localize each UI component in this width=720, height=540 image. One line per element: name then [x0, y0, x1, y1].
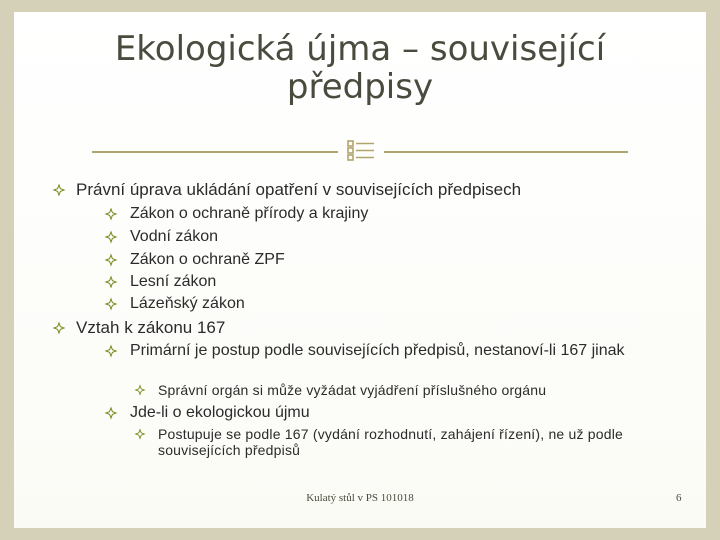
diamond-bullet-icon: [104, 344, 118, 358]
bullet-text: Lázeňský zákon: [130, 295, 245, 312]
bullet-spravni-organ: [134, 382, 694, 398]
bullet-vztah-k-zakonu: [52, 318, 692, 338]
bullet-primarni-postup: [104, 342, 664, 360]
bullet-vodni-zakon: [104, 228, 684, 246]
slide-title: Ekologická újma – související předpisy: [114, 29, 606, 107]
bullet-text: Primární je postup podle souvisejících předpisů, nestanoví-li 167 jinak: [130, 342, 625, 359]
bullet-text: Jde-li o ekologickou újmu: [130, 404, 310, 421]
bullet-lazensky-zakon: [104, 295, 684, 313]
bullet-text: Správní orgán si může vyžádat vyjádření příslušného orgánu: [158, 382, 547, 398]
bullet-text: Zákon o ochraně ZPF: [130, 251, 285, 268]
diamond-bullet-icon: [104, 253, 118, 267]
bullet-text: Lesní zákon: [130, 273, 217, 290]
diamond-bullet-icon: [104, 275, 118, 289]
diamond-bullet-icon: [104, 406, 118, 420]
footer-text: Kulatý stůl v PS 101018: [306, 492, 414, 504]
bullet-text: Postupuje se podle 167 (vydání rozhodnutí, zahájení řízení), ne už podle souvisejících předpisů: [158, 426, 624, 458]
title-divider-right: [384, 151, 628, 153]
bullet-text: Právní úprava ukládání opatření v souvisejících předpisech: [76, 180, 522, 199]
bullet-zakon-ochrana-prirody: [104, 205, 684, 223]
diamond-bullet-icon: [134, 428, 146, 440]
diamond-bullet-icon: [134, 384, 146, 396]
title-divider-left: [92, 151, 338, 153]
diamond-bullet-icon: [104, 230, 118, 244]
diamond-bullet-icon: [104, 297, 118, 311]
list-ornament-icon: [346, 138, 376, 162]
page-number: 6: [676, 492, 682, 504]
diamond-bullet-icon: [104, 207, 118, 221]
bullet-pravni-uprava: [52, 180, 692, 200]
diamond-bullet-icon: [52, 183, 66, 197]
bullet-ekologicka-ujma: [104, 404, 684, 422]
bullet-postupuje-se: [134, 426, 674, 458]
bullet-lesni-zakon: [104, 273, 684, 291]
bullet-text: Vztah k zákonu 167: [76, 318, 226, 337]
bullet-zakon-zpf: [104, 251, 684, 269]
diamond-bullet-icon: [52, 321, 66, 335]
bullet-text: Zákon o ochraně přírody a krajiny: [130, 205, 369, 222]
bullet-text: Vodní zákon: [130, 228, 219, 245]
